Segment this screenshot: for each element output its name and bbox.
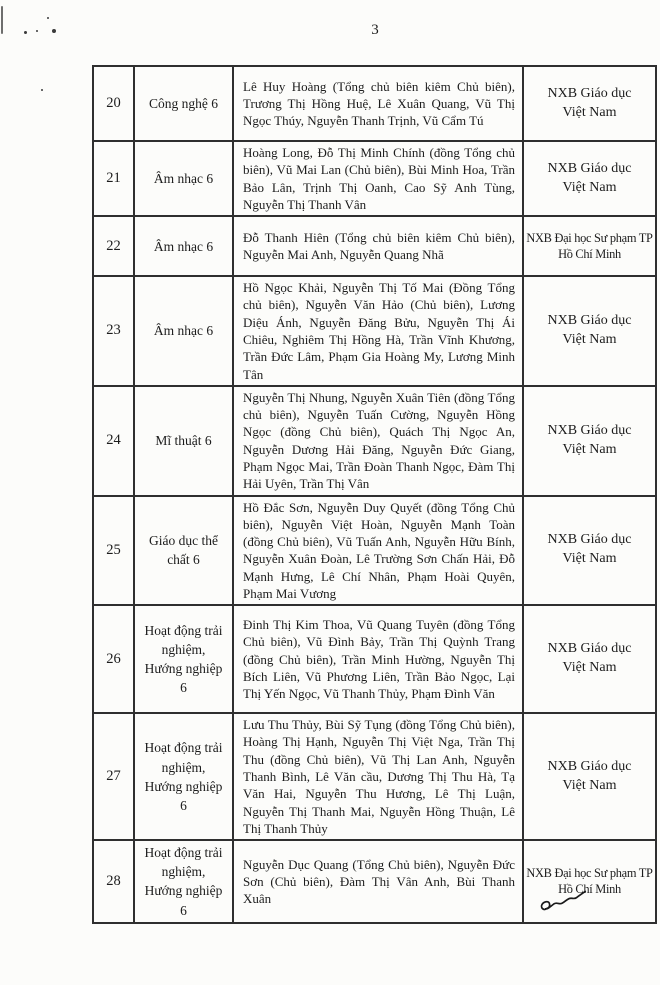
subject-cell: Giáo dục thể chất 6	[134, 496, 233, 606]
row-number-cell: 28	[93, 840, 134, 923]
scan-speck	[24, 31, 27, 34]
row-number-cell: 27	[93, 713, 134, 840]
table-row	[93, 496, 656, 606]
scan-speck	[41, 89, 43, 91]
textbook-approval-table	[92, 65, 657, 924]
scan-speck	[52, 29, 56, 33]
row-number-cell: 22	[93, 216, 134, 276]
row-number-cell: 24	[93, 386, 134, 496]
publisher-cell: NXB Giáo dục Việt Nam	[523, 713, 656, 840]
authors-cell: Nguyễn Dục Quang (Tổng Chủ biên), Nguyễn Đức Sơn (Chủ biên), Đàm Thị Vân Anh, Bùi Thanh Xuân	[233, 840, 523, 923]
subject-cell: Âm nhạc 6	[134, 216, 233, 276]
table-row	[93, 386, 656, 496]
publisher-cell: NXB Đại học Sư phạm TP Hồ Chí Minh	[523, 216, 656, 276]
table-row	[93, 141, 656, 216]
publisher-cell: NXB Giáo dục Việt Nam	[523, 276, 656, 386]
row-number-cell: 25	[93, 496, 134, 606]
handwritten-signature	[537, 889, 589, 916]
subject-cell: Mĩ thuật 6	[134, 386, 233, 496]
publisher-cell: NXB Giáo dục Việt Nam	[523, 66, 656, 141]
authors-cell: Đỗ Thanh Hiên (Tổng chủ biên kiêm Chủ biên), Nguyễn Mai Anh, Nguyễn Quang Nhã	[233, 216, 523, 276]
scan-streak	[1, 6, 3, 34]
table-row	[93, 713, 656, 840]
subject-cell: Âm nhạc 6	[134, 276, 233, 386]
authors-cell: Hồ Ngọc Khải, Nguyễn Thị Tố Mai (Đồng Tổng chủ biên), Nguyễn Văn Hảo (Chủ biên), Lương Diệu Ánh, Nguyễn Đăng Bửu, Nguyễn Thị Ái Chiêu, Nghiêm Thị Hồng Hà, Trần Vĩnh Khương, Trần Đức Lâm, Phạm Gia Hoàng My, Lương Minh Tân	[233, 276, 523, 386]
authors-cell: Nguyễn Thị Nhung, Nguyễn Xuân Tiên (đồng Tổng chủ biên), Nguyễn Tuấn Cường, Nguyễn Hồng Ngọc (đồng Chủ biên), Quách Thị Ngọc An, Nguyễn Dương Hải Đăng, Nguyễn Đức Giang, Phạm Ngọc Mai, Trần Đoàn Thanh Ngọc, Đàm Thị Hải Uyên, Trần Thị Vân	[233, 386, 523, 496]
subject-cell: Hoạt động trải nghiệm, Hướng nghiệp 6	[134, 605, 233, 713]
authors-cell: Lưu Thu Thủy, Bùi Sỹ Tụng (đồng Tổng Chủ biên), Hoàng Thị Hạnh, Nguyễn Thị Việt Nga, Trần Thị Thu (đồng Chủ biên), Vũ Thị Lan Anh, Nguyễn Thanh Bình, Lê Văn cầu, Dương Thị Thu Hà, Tạ Văn Hai, Nguyễn Thu Hương, Lê Thị Luận, Nguyễn Thị Thanh Mai, Nguyễn Hồng Thuận, Lê Thị Thanh Thủy	[233, 713, 523, 840]
table-row	[93, 605, 656, 713]
publisher-cell: NXB Giáo dục Việt Nam	[523, 141, 656, 216]
table-row	[93, 276, 656, 386]
page-number: 3	[371, 22, 379, 38]
publisher-cell: NXB Giáo dục Việt Nam	[523, 605, 656, 713]
row-number-cell: 26	[93, 605, 134, 713]
authors-cell: Hồ Đắc Sơn, Nguyễn Duy Quyết (đồng Tổng Chủ biên), Nguyễn Việt Hoàn, Nguyễn Mạnh Toàn (đồng Chủ biên), Vũ Tuấn Anh, Nguyễn Hữu Bính, Nguyễn Xuân Đoàn, Lê Trường Sơn Chấn Hải, Đỗ Mạnh Hưng, Lê Chí Nhân, Phạm Hoài Quyên, Phạm Mai Vương	[233, 496, 523, 606]
subject-cell: Hoạt động trải nghiệm, Hướng nghiệp 6	[134, 713, 233, 840]
authors-cell: Hoàng Long, Đỗ Thị Minh Chính (đồng Tổng chủ biên), Vũ Mai Lan (Chủ biên), Bùi Minh Hoa, Trần Bảo Lân, Trịnh Thị Oanh, Cao Sỹ Anh Tùng, Nguyễn Thị Thanh Vân	[233, 141, 523, 216]
table-row	[93, 66, 656, 141]
table-row	[93, 216, 656, 276]
authors-cell: Lê Huy Hoàng (Tổng chủ biên kiêm Chủ biên), Trương Thị Hồng Huệ, Lê Xuân Quang, Vũ Thị Ngọc Thúy, Nguyễn Thanh Trịnh, Vũ Cẩm Tú	[233, 66, 523, 141]
row-number-cell: 20	[93, 66, 134, 141]
authors-cell: Đinh Thị Kim Thoa, Vũ Quang Tuyên (đồng Tổng Chủ biên), Vũ Đình Bảy, Trần Thị Quỳnh Trang (đồng Chủ biên), Trần Minh Hường, Nguyễn Thị Bích Liên, Vũ Phương Liên, Trần Bảo Ngọc, Lại Thị Yến Ngọc, Vũ Thanh Thủy, Phạm Đình Văn	[233, 605, 523, 713]
subject-cell: Âm nhạc 6	[134, 141, 233, 216]
row-number-cell: 21	[93, 141, 134, 216]
publisher-cell: NXB Giáo dục Việt Nam	[523, 386, 656, 496]
publisher-cell: NXB Đại học Sư phạm TP Hồ Chí Minh	[523, 840, 656, 923]
subject-cell: Công nghệ 6	[134, 66, 233, 141]
publisher-cell: NXB Giáo dục Việt Nam	[523, 496, 656, 606]
subject-cell: Hoạt động trải nghiệm, Hướng nghiệp 6	[134, 840, 233, 923]
row-number-cell: 23	[93, 276, 134, 386]
scan-speck	[47, 17, 49, 19]
scan-speck	[36, 30, 38, 32]
